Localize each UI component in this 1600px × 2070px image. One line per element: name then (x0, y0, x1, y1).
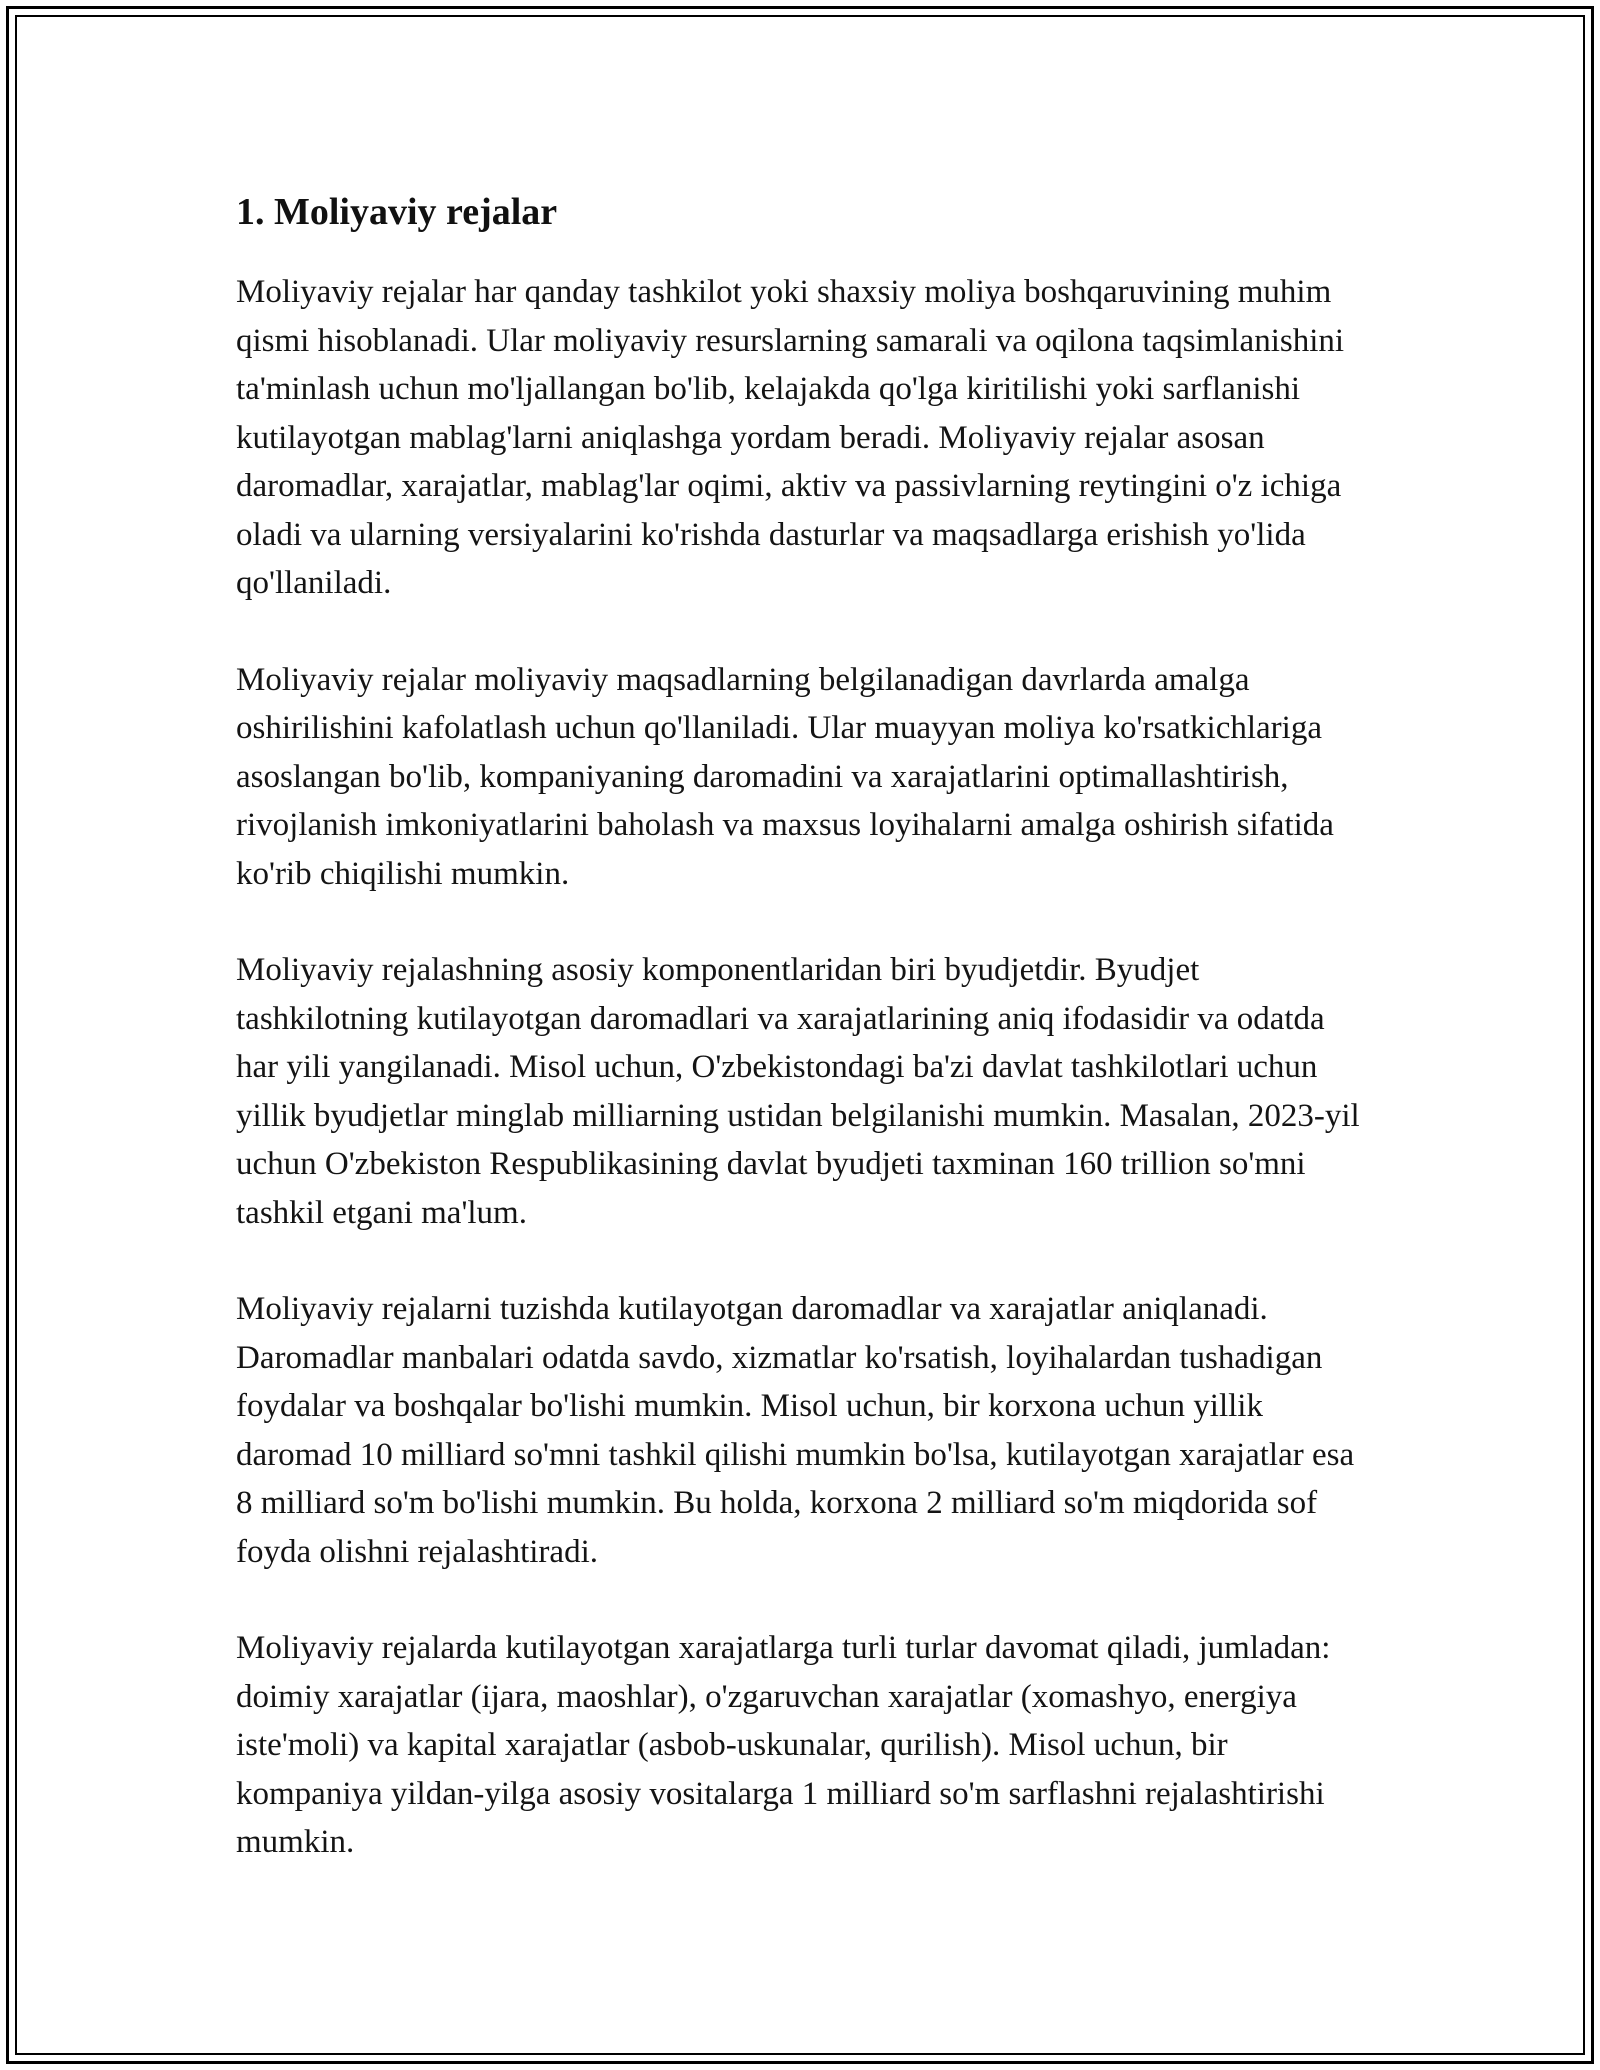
paragraph-2: Moliyaviy rejalar moliyaviy maqsadlarning belgilanadigan davrlarda amalga oshirilishini kafolatlash uchun qo'llaniladi. Ular muayyan moliya ko'rsatkichlariga asoslangan bo'lib, kompaniyaning daromadini va xarajatlarini optimallashtirish, rivojlanish imkoniyatlarini baholash va maxsus loyihalarni amalga oshirish sifatida ko'rib chiqilishi mumkin. (236, 661, 1334, 892)
paragraph-1: Moliyaviy rejalar har qanday tashkilot yoki shaxsiy moliya boshqaruvining muhim qismi hisoblanadi. Ular moliyaviy resurslarning samarali va oqilona taqsimlanishini ta'minlash uchun mo'ljallangan bo'lib, kelajakda qo'lga kiritilishi yoki sarflanishi kutilayotgan mablag'larni aniqlashga yordam beradi. Moliyaviy rejalar asosan daromadlar, xarajatlar, mablag'lar oqimi, aktiv va passivlarning reytingini o'z ichiga oladi va ularning versiyalarini ko'rishda dasturlar va maqsadlarga erishish yo'lida qo'llaniladi. (236, 274, 1345, 601)
paragraph-5: Moliyaviy rejalarda kutilayotgan xarajatlarga turli turlar davomat qiladi, jumladan: doimiy xarajatlar (ijara, maoshlar), o'zgaruvchan xarajatlar (xomashyo, energiya iste'moli) va kapital xarajatlar (asbob-uskunalar, qurilish). Misol uchun, bir kompaniya yildan-yilga asosiy vositalarga 1 milliard so'm sarflashni rejalashtirishi mumkin. (236, 1630, 1331, 1860)
section-title: 1. Moliyaviy rejalar (236, 191, 558, 233)
paragraph-3: Moliyaviy rejalashning asosiy komponentlaridan biri byudjetdir. Byudjet tashkilotning kutilayotgan daromadlari va xarajatlarining aniq ifodasidir va odatda har yili yangilanadi. Misol uchun, O'zbekistondagi ba'zi davlat tashkilotlari uchun yillik byudjetlar minglab milliarning ustidan belgilanishi mumkin. Masalan, 2023-yil uchun O'zbekiston Respublikasining davlat byudjeti taxminan 160 trillion so'mni tashkil etgani ma'lum. (236, 952, 1360, 1231)
document-body (236, 186, 1371, 1915)
paragraph-4: Moliyaviy rejalarni tuzishda kutilayotgan daromadlar va xarajatlar aniqlanadi. Daromadlar manbalari odatda savdo, xizmatlar ko'rsatish, loyihalardan tushadigan foydalar va boshqalar bo'lishi mumkin. Misol uchun, bir korxona uchun yillik daromad 10 milliard so'mni tashkil qilishi mumkin bo'lsa, kutilayotgan xarajatlar esa 8 milliard so'm bo'lishi mumkin. Bu holda, korxona 2 milliard so'm miqdorida sof foyda olishni rejalashtiradi. (236, 1291, 1355, 1570)
